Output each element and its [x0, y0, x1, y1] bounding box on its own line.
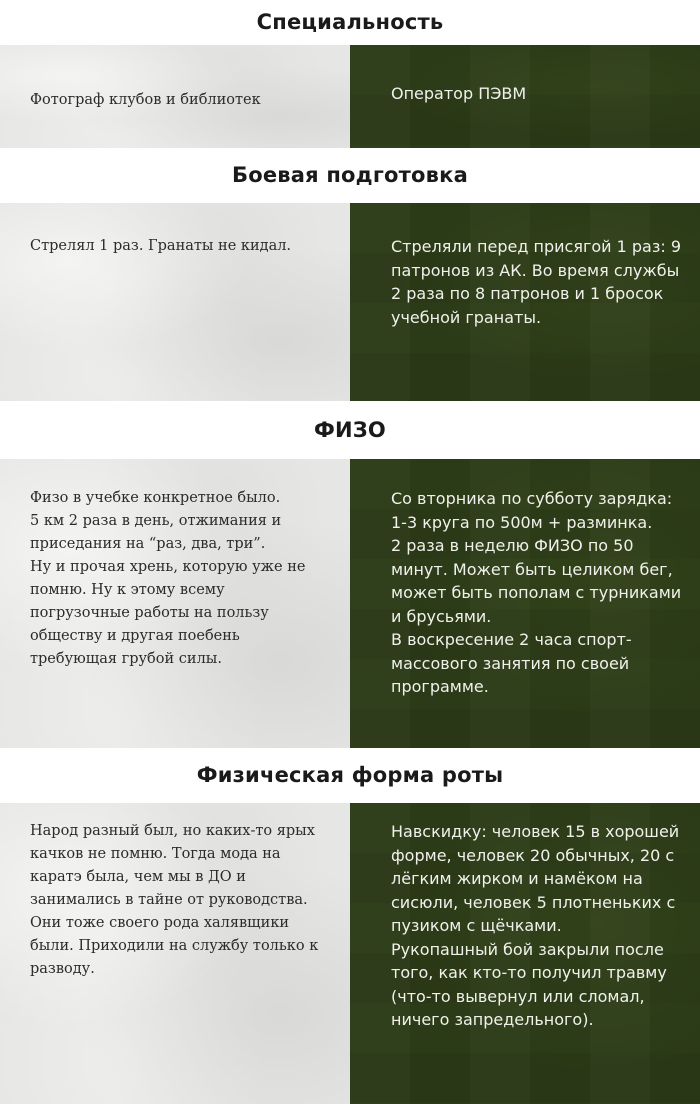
right-column-text: Оператор ПЭВМ: [350, 45, 700, 148]
section-row-combat-training: [0, 203, 700, 401]
section-row-company-fitness: [0, 803, 700, 1104]
section-title-physical-training: ФИЗО: [0, 401, 700, 458]
section-title-specialty: Специальность: [0, 0, 700, 44]
right-column-text: Навскидку: человек 15 в хорошей форме, человек 20 обычных, 20 с лёгким жирком и намёком на сисюли, человек 5 плотненьких с пузиком с щёчками. Рукопашный бой закрыли после того, как кто-то получил травму (что-то вывернул или сломал, ничего запредельного).: [350, 803, 700, 1104]
section-row-specialty: [0, 45, 700, 148]
left-column-text: Фотограф клубов и библиотек: [0, 45, 350, 148]
left-column-text: Стрелял 1 раз. Гранаты не кидал.: [0, 203, 350, 401]
section-row-physical-training: [0, 459, 700, 748]
left-column-text: Физо в учебке конкретное было. 5 км 2 раза в день, отжимания и приседания на “раз, два, три”. Ну и прочая хрень, которую уже не помню. Ну к этому всему погрузочные работы на пользу обществу и другая поебень требующая грубой силы.: [0, 459, 350, 748]
section-title-company-fitness: Физическая форма роты: [0, 748, 700, 802]
right-column-text: Стреляли перед присягой 1 раз: 9 патронов из АК. Во время службы 2 раза по 8 патронов и 1 бросок учебной гранаты.: [350, 203, 700, 401]
left-column-text: Народ разный был, но каких-то ярых качков не помню. Тогда мода на каратэ была, чем мы в ДО и занимались в тайне от руководства. Они тоже своего рода халявщики были. Приходили на службу только к разводу.: [0, 803, 350, 1104]
right-column-text: Со вторника по субботу зарядка: 1-3 круга по 500м + разминка. 2 раза в неделю ФИЗО по 50 минут. Может быть целиком бег, может быть пополам с турниками и брусьями. В воскресение 2 часа спорт-массового занятия по своей программе.: [350, 459, 700, 748]
section-title-combat-training: Боевая подготовка: [0, 148, 700, 202]
